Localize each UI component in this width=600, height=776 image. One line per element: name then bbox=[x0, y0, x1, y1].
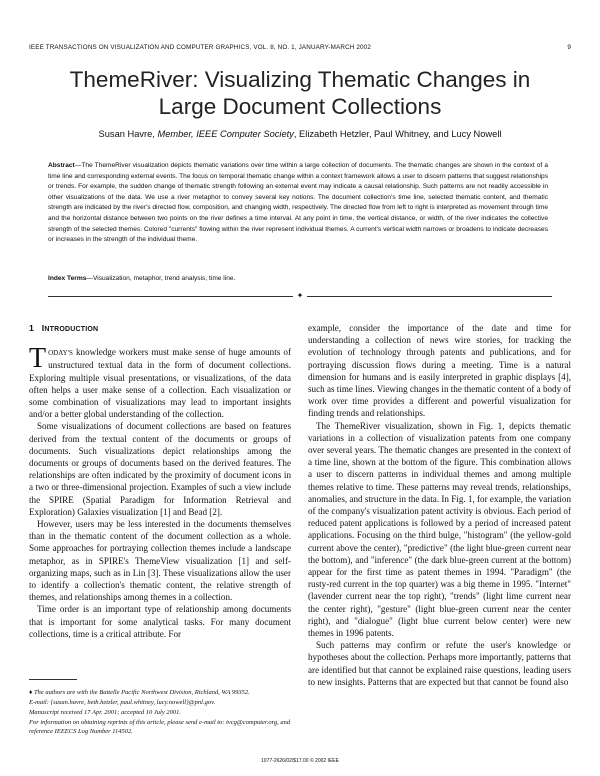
journal-info: IEEE TRANSACTIONS ON VISUALIZATION AND COMPUTER GRAPHICS, VOL. 8, NO. 1, JANUARY-MARCH 2002 bbox=[29, 44, 371, 51]
paragraph-text: knowledge workers must make sense of huge amounts of unstructured textual data in the form of document collections. Exploring multiple visual presentations, or visualizations, of the data often helps a user make sense of a collection. Each visualization or some combination of visualizations may lead to important insights and/or a better global understanding of the collection. bbox=[29, 347, 291, 420]
left-column bbox=[29, 322, 291, 640]
running-header bbox=[29, 44, 571, 51]
footnotes bbox=[29, 688, 294, 737]
page-number: 9 bbox=[567, 44, 571, 51]
paragraph: Such patterns may confirm or refute the user's knowledge or hypotheses about the collection. Perhaps more importantly, patterns that are identified but that cannot be explained raise questions, leading users to new insights. Patterns that are expected but that cannot be found also bbox=[308, 640, 571, 687]
footnote-email: E-mail: {susan.havre, beth.hetzler, paul.whitney, lucy.nowell}@pnl.gov. bbox=[29, 699, 216, 706]
index-terms-text: —Visualization, metaphor, trend analysis, time line. bbox=[86, 275, 236, 282]
author-part-2: , Elizabeth Hetzler, Paul Whitney, and Lucy Nowell bbox=[293, 129, 502, 139]
footnote-reprints: For information on obtaining reprints of this article, please send e-mail to: tvcg@computer.org, and reference IEEECS Log Number 114502. bbox=[29, 719, 291, 735]
paragraph: Some visualizations of document collections are based on features derived from the textual content of the documents or groups of documents. Such visualizations depict relationships among the documents or groups of documents based on the derived features. The relationships are often indicated by the proximity of document icons in a two or three-dimensional projection. Examples of such a view include the SPIRE (Spatial Paradigm for Information Retrieval and Exploration) Galaxies visualization [1] and Bead [2]. bbox=[29, 421, 291, 517]
title-line-2: Large Document Collections bbox=[158, 94, 442, 119]
copyright-line: 1077-2626/02/$17.00 © 2002 IEEE bbox=[261, 758, 339, 764]
paragraph: The ThemeRiver visualization, shown in Fig. 1, depicts thematic variations in a collection of visualization patents from one company over several years. The thematic changes are presented in the context of a time line, shown at the bottom of the figure. This combination allows a user to discern patterns in individual themes and among multiple themes relative to time. These patterns may reveal trends, relationships, anomalies, and structure in the data. In Fig. 1, for example, the variation of the company's visualization patent activity is obvious. Each period of reduced patent applications is followed by a period of increased patent applications. Focusing on the third bulge, "histogram" (the yellow-gold current above the center), "predictive" (the light blue-green current near the bottom), and "inference" (the dark blue-green current at the bottom) appear for the first time as patent themes in 1994. "Paradigm" (the rusty-red current in the top quarter) was a big theme in 1995. "Internet" (lavender current near the top right), "trends" (light lime current near the center right), "gesture" (light blue-green current near the center right), and "dialogue" (light blue current below center) were new themes in 1996 patents. bbox=[308, 420, 571, 639]
section-number: 1 bbox=[29, 323, 34, 333]
paragraph bbox=[29, 343, 291, 420]
author-affiliation: Member, IEEE Computer Society bbox=[157, 129, 294, 139]
right-column bbox=[308, 322, 571, 688]
paragraph: However, users may be less interested in the documents themselves than in the thematic content of the document collection as a whole. Some approaches for portraying collection themes include a landscape metaphor, as in SPIRE's ThemeView visualization [1] and self-organizing maps, such as in Lin [3]. These visualizations allow the user to identify a collection's thematic content, the relative strength of themes, and relationships among themes in a collection. bbox=[29, 519, 291, 603]
section-title-initial: I bbox=[41, 323, 45, 333]
footnote-rule bbox=[29, 679, 77, 680]
drop-cap: T bbox=[29, 343, 47, 375]
author-part-1: Susan Havre, bbox=[98, 129, 158, 139]
section-title-rest: NTRODUCTION bbox=[44, 326, 99, 333]
footnote-affiliation: ♦ The authors are with the Battelle Pacific Northwest Division, Richland, WA 99352. bbox=[29, 689, 250, 696]
paper-title bbox=[20, 66, 580, 120]
paragraph: example, consider the importance of the date and time for understanding a collection of news wire stories, for tracking the evolution of technology through patents and publications, and for portraying discussion flows during a meeting. Time is a natural dimension for humans and is easily interpreted in graphic displays [4], such as time lines. Viewing changes in the thematic content of a body of work over time provides a different and powerful visualization for finding trends and relationships. bbox=[308, 323, 571, 419]
author-list bbox=[20, 129, 580, 139]
title-line-1: ThemeRiver: Visualizing Thematic Changes in bbox=[69, 67, 531, 92]
abstract bbox=[48, 161, 548, 246]
abstract-label: Abstract bbox=[48, 162, 75, 169]
smallcaps-word: ODAY'S bbox=[48, 349, 73, 358]
index-terms bbox=[48, 275, 548, 282]
index-terms-label: Index Terms bbox=[48, 275, 87, 282]
section-heading bbox=[29, 322, 291, 336]
footnote-manuscript: Manuscript received 17 Apr. 2001; accepted 10 July 2001. bbox=[29, 709, 181, 716]
paragraph: Time order is an important type of relationship among documents that is important for some analytical tasks. For many document collections, time is a critical attribute. For bbox=[29, 604, 291, 639]
separator-diamond-icon: ✦ bbox=[293, 290, 307, 302]
abstract-text: —The ThemeRiver visualization depicts thematic variations over time within a large collection of documents. The thematic changes are shown in the context of a time line and corresponding external events. The focus on temporal thematic change within a context framework allows a user to discern patterns that suggest relationships or trends. For example, the sudden change of thematic strength following an external event may indicate a causal relationship. Such patterns are not readily accessible in other visualizations of the data. We use a river metaphor to convey several key notions. The document collection's time line, selected thematic content, and thematic strength are indicated by the river's directed flow, composition, and changing width, respectively. The directed flow from left to right is interpreted as movement through time and the horizontal distance between two points on the river defines a time interval. At any point in time, the vertical distance, or width, of the river indicates the collective strength of the selected themes. Colored "currents" flowing within the river represent individual themes. A current's vertical width narrows or broadens to indicate decreases or increases in the strength of the individual theme. bbox=[48, 162, 548, 244]
